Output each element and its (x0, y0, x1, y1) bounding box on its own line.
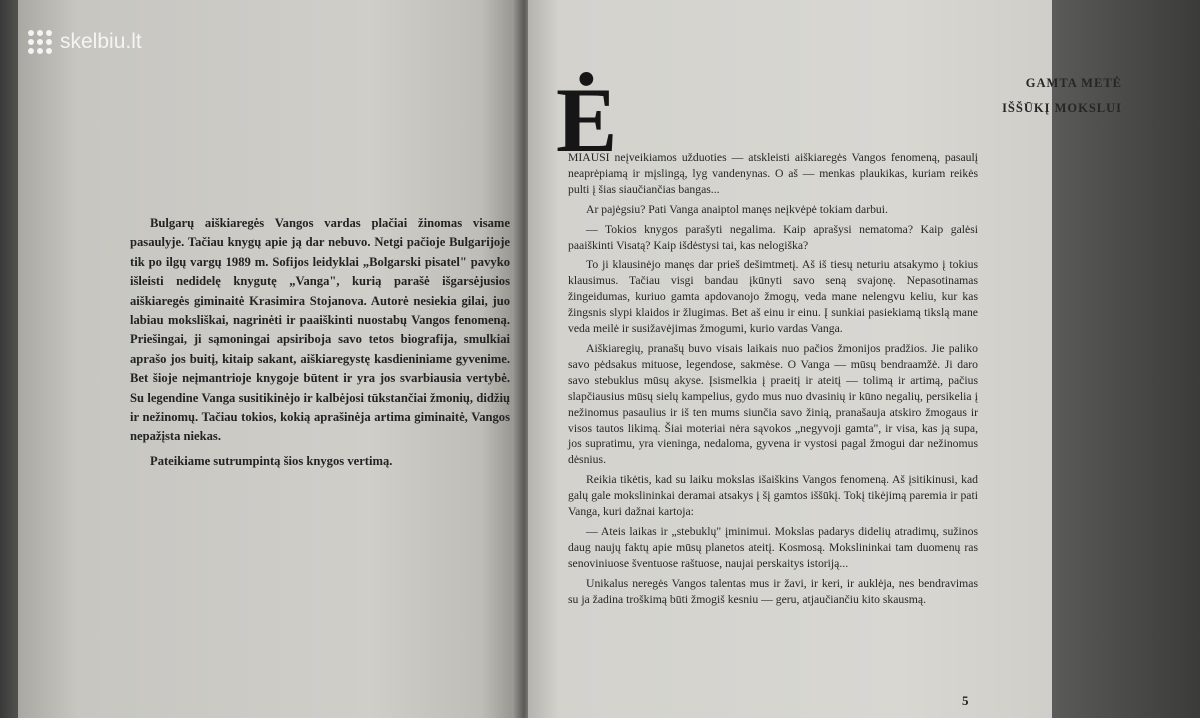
chapter-title-line: IŠŠŪKĮ MOKSLUI (1002, 101, 1122, 115)
watermark-text: skelbiu.lt (60, 30, 142, 53)
left-page (18, 0, 522, 718)
chapter-body (568, 150, 978, 611)
dots-logo-icon (28, 30, 52, 54)
body-paragraph: — Tokios knygos parašyti negalima. Kaip aprašysi nematoma? Kaip galėsi paaiškinti Visatą? Kaip išdėstysi tai, kas nelogiška? (568, 222, 978, 252)
body-paragraph: To ji klausinėjo manęs dar prieš dešimtmetį. Aš iš tiesų neturiu atsakymo į tokius klausimus. Tačiau visgi bandau įkūnyti savo seną svajonę. Nepasotinamas žingeidumas, kuriuo gamta apdovanojo žmogų, veda mane nelengvu keliu, kur kas žingsnis slypi klaidos ir žlugimas. Bet aš einu ir einu. Į sunkiai pasiekiamą tikslą mane veda meilė ir susižavėjimas žmogumi, kurio vardas Vanga. (568, 258, 978, 336)
body-paragraph: Reikia tikėtis, kad su laiku mokslas išaiškins Vangos fenomeną. Aš įsitikinusi, kad galų gale mokslininkai deramai atsakys į šį gamtos iššūkį. Tokį tikėjimą paremia ir pati Vanga, kuri dažnai kartoja: (568, 473, 978, 519)
chapter-title (1002, 76, 1122, 116)
body-paragraph: Unikalus neregės Vangos talentas mus ir žavi, ir keri, ir auklėja, nes bendravimas su ja žadina troškimą būti žmogiš kesniu — geru, atjaučiančiu kito skausmą. (568, 576, 978, 606)
body-paragraph: Ar pajėgsiu? Pati Vanga anaiptol manęs neįkvėpė tokiam darbui. (586, 202, 888, 216)
intro-text (130, 214, 510, 471)
body-paragraph: MIAUSI neįveikiamos užduoties — atskleisti aiškiaregės Vangos fenomeną, pasaulį neaprėpiamą ir mįslingą, lyg vandenynas. O aš — menkas plaukikas, kuriam reikės pulti į šias siaučiančias bangas... (568, 151, 978, 196)
chapter-title-line: GAMTA METĖ (1025, 76, 1122, 90)
intro-paragraph: Bulgarų aiškiaregės Vangos vardas plačiai žinomas visame pasaulyje. Tačiau knygų apie ją dar nebuvo. Netgi pačioje Bulgarijoje tik po ilgų vargų 1989 m. Sofijos leidyklai „Bolgarski pisatel" pavyko išleisti nedidelę knygutę „Vanga", kurią parašė išgarsėjusios aiškiaregės giminaitė Krasimira Stojanova. Autorė nesiekia gilai, juo labiau moksliškai, nagrinėti ir paaiškinti nuostabų Vangos fenomeną. Priešingai, ji sąmoningai apsiriboja savo tetos biografija, smulkiai aprašo jos buitį, kitaip sakant, aiškiaregystę kasdieniniame gyvenime. Bet šioje neįmantrioje knygoje būtent ir yra jos svarbiausia vertybė. Su legendine Vanga susitikinėjo ir kalbėjosi tūkstančiai žmonių, didžių ir nežinomų. Tačiau tokios, kokią aprašinėja artima giminaitė, Vangos nepažįsta niekas. (130, 216, 510, 444)
intro-paragraph: Pateikiame sutrumpintą šios knygos vertimą. (150, 453, 393, 468)
body-paragraph: Aiškiaregių, pranašų buvo visais laikais nuo pačios žmonijos pradžios. Jie paliko savo pėdsakus mituose, legendose, sakmėse. O Vanga — mūsų bendraamžė. Ji daro savo stebuklus mūsų akyse. Įsismelkia į praeitį ir ateitį — tolimą ir artimą, pačius slapčiausius mūsų sielų kampelius, gydo mus nuo dvasinių ir kūno negalių, persikelia į nežinomus pasaulius ir iš ten mums siunčia savo žinią, pranašauja atskiro žmogaus ir visos tautos likimą. Šiai moteriai nėra sąvokos „negyvoji gamta", ir visa, kas ją supa, jos supratimu, yra vieninga, nedaloma, gyvena ir vystosi pagal žmogui dar nežinomus dėsnius. (568, 341, 978, 467)
page-number: 5 (962, 693, 969, 708)
drop-cap: Ė (556, 69, 618, 171)
body-paragraph: — Ateis laikas ir „stebuklų" įminimui. Mokslas padarys didelių atradimų, sužinos daug naujų faktų apie mūsų planetos ateitį. Kosmosą. Mokslininkai tam duomenų ras senoviniuose šventuose raštuose, naujai perskaitys istoriją... (568, 524, 978, 570)
watermark (28, 30, 142, 54)
